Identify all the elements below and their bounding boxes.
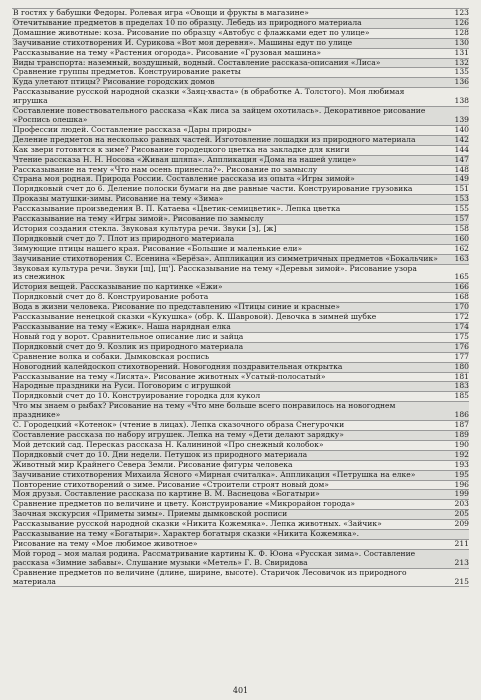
toc-entry (12, 510, 469, 520)
toc-entry (12, 293, 469, 303)
toc-entry (12, 461, 469, 471)
toc-entry-title: Мой детский сад. Пересказ рассказа Н. Калининой «Про снежный колобок» (13, 440, 324, 449)
toc-entry-title: Рассказывание на тему «Богатыри». Характер богатыря сказки «Никита Кожемяка». (13, 530, 359, 539)
toc-entry-page: 162 (454, 243, 469, 253)
toc-entry-page: 174 (454, 322, 469, 331)
toc-entry-title: В гостях у бабушки Федоры. Ролевая игра «Овощи и фрукты в магазине» (13, 9, 309, 17)
toc-entry-page: 158 (454, 223, 469, 233)
toc-entry (12, 530, 469, 540)
toc-entry (12, 107, 469, 126)
toc-entry (12, 283, 469, 293)
toc-entry-page: 153 (454, 194, 469, 204)
toc-entry (12, 431, 469, 441)
toc-entry-page: 199 (454, 489, 469, 499)
toc-entry (12, 205, 469, 215)
toc-entry-page: 183 (454, 381, 469, 391)
toc-entry-title: Рассказывание русской народной сказки «Заяц-хваста» (в обработке А. Толстого). Моя любимая игрушка (13, 88, 405, 106)
toc-entry-page: 213 (454, 557, 469, 567)
toc-entry-title: Сравнение предметов по величине и цвету. Конструирование «Микрорайон города» (13, 500, 356, 509)
toc-entry-page: 126 (454, 17, 469, 27)
toc-entry-page: 193 (454, 459, 469, 469)
toc-entry-page: 180 (454, 361, 469, 371)
toc-entry-title: Домашние животные: коза. Рисование по образцу «Автобус с флажками едет по улице» (13, 28, 370, 37)
toc-entry (12, 333, 469, 343)
toc-entry-title: Зимующие птицы нашего края. Рисование «Большие и маленькие ели» (13, 244, 303, 253)
toc-entry (12, 136, 469, 146)
toc-entry (12, 353, 469, 363)
toc-entry-page: 149 (454, 174, 469, 184)
toc-entry-title: Порядковый счет до 7. Плот из природного материала (13, 234, 235, 243)
toc-entry (12, 500, 469, 510)
toc-entry-title: Страна моя родная. Природа России. Составление рассказа из опыта «Игры зимой» (13, 175, 355, 184)
toc-entry (12, 245, 469, 255)
toc-entry (12, 451, 469, 461)
toc-entry-title: Рассказывание на тему «Растения огорода». Рисование «Грузовая машина» (13, 48, 322, 57)
toc-entry-title: История вещей. Рассказывание по картинке «Ёжи» (13, 283, 223, 292)
toc-entry-page: 147 (454, 154, 469, 164)
toc-entry-page: 131 (454, 47, 469, 57)
toc-entry (12, 215, 469, 225)
toc-entry-page: 157 (454, 214, 469, 224)
toc-entry-page: 195 (454, 469, 469, 479)
toc-entry-page: 160 (454, 233, 469, 243)
toc-entry (12, 195, 469, 205)
toc-entry (12, 343, 469, 353)
toc-entry (12, 520, 469, 530)
toc-entry-page: 128 (454, 27, 469, 37)
toc-entry-title: Моя друзья. Составление рассказа по картине В. М. Васнецова «Богатыри» (13, 490, 320, 499)
toc-entry-title: Сравнение предметов по величине (длине, ширине, высоте). Старичок Лесовичок из природного материала (13, 568, 407, 586)
toc-entry (12, 59, 469, 69)
toc-entry-title: Сравнение группы предметов. Конструирование ракеты (13, 68, 241, 77)
toc-entry-title: История создания стекла. Звуковая культура речи. Звуки [з], [ж] (13, 224, 277, 233)
toc-entry (12, 175, 469, 185)
toc-entry (12, 156, 469, 166)
toc-entry (12, 363, 469, 373)
toc-entry (12, 382, 469, 392)
toc-entry-title: Составление повествовательного рассказа «Как лиса за зайцем охотилась». Декоративное рисование «Роспись олешка» (13, 107, 426, 124)
toc-entry-page: 172 (454, 312, 469, 322)
toc-entry-title: Вода в жизни человека. Рисование по представлению «Птицы синие и красные» (13, 303, 340, 312)
toc-entry-page: 176 (454, 341, 469, 351)
toc-entry-title: Порядковый счет до 10. Дни недели. Петушок из природного материала (13, 450, 308, 459)
toc-entry-title: Порядковый счет до 8. Конструирование робота (13, 293, 209, 302)
toc-entry-title: Повторение стихотворений о зиме. Рисование «Строители строят новый дом» (13, 480, 329, 489)
toc-entry-title: Рассказывание на тему «Лисята». Рисование животных «Усатый-полосатый» (13, 372, 326, 381)
toc-entry-title: Рисование на тему «Мое любимое животное» (13, 539, 198, 548)
toc-entry-page: 186 (454, 410, 469, 420)
toc-entry-title: Новогодний калейдоскоп стихотворений. Новогодняя поздравительная открытка (13, 362, 343, 371)
toc-entry (12, 550, 469, 569)
toc-entry-title: Рассказывание ненецкой сказки «Кукушка» (обр. К. Шавровой). Девочка в зимней шубке (13, 313, 377, 322)
toc-entry-title: Порядковый счет до 10. Конструирование городка для кукол (13, 392, 261, 401)
toc-entry-title: Порядковый счет до 6. Деление полоски бумаги на две равные части. Конструирование грузовика (13, 185, 413, 194)
toc-entry (12, 471, 469, 481)
toc-entry-page: 151 (454, 184, 469, 194)
toc-entry (12, 126, 469, 136)
toc-entry (12, 225, 469, 235)
toc-entry-page: 142 (454, 134, 469, 144)
toc-entry-page: 192 (454, 449, 469, 459)
toc-entry-title: Профессии людей. Составление рассказа «Дары природы» (13, 125, 252, 134)
toc-entry-title: Куда улетают птицы? Рисование городских домов (13, 78, 215, 87)
toc-entry-title: Рассказывание на тему «Ежик». Наша нарядная елка (13, 323, 231, 331)
toc-entry-title: Что мы знаем о рыбах? Рисование на тему «Что мне больше всего понравилось на новогоднем празднике» (13, 402, 396, 420)
toc-entry-page: 166 (454, 282, 469, 292)
toc-entry-page: 123 (454, 8, 469, 17)
toc-entry (12, 146, 469, 156)
toc-entry-title: Виды транспорта: наземный, воздушный, водный. Составление рассказа-описания «Лиса» (13, 58, 381, 67)
page-number: 401 (232, 686, 249, 695)
toc-entry-title: Порядковый счет до 9. Козлик из природного материала (13, 342, 244, 351)
toc-entry-page: 135 (454, 67, 469, 77)
toc-entry-page: 138 (454, 96, 469, 106)
toc-entry (12, 29, 469, 39)
toc-entry-title: Составление рассказа по набору игрушек. Лепка на тему «Дети делают зарядку» (13, 430, 344, 439)
toc-entry-title: Народные праздники на Руси. Поговорим с игрушкой (13, 382, 231, 391)
toc-entry-title: Рассказывание русской народной сказки «Никита Кожемяка». Лепка животных. «Зайчик» (13, 520, 382, 529)
toc-entry-page: 187 (454, 420, 469, 430)
toc-entry-page: 165 (454, 272, 469, 282)
toc-entry-page: 130 (454, 37, 469, 47)
toc-entry-title: Мой город – моя малая родина. Рассматривание картины К. Ф. Юона «Русская зима». Составление рассказа «Зимние забавы». Слушание музыки «Метель» Г. В. Свиридова (13, 549, 416, 567)
toc-entry-page: 136 (454, 77, 469, 87)
toc-entry (12, 235, 469, 245)
toc-entry-title: Заочная экскурсия «Приметы зимы». Приемы дымковской росписи (13, 510, 288, 519)
toc-entry-page: 163 (454, 253, 469, 263)
toc-entry-title: Рассказывание на тему «Игры зимой». Рисование по замыслу (13, 215, 264, 224)
toc-entry-title: Заучивание стихотворения Михаила Ясного «Мирная считалка». Аппликация «Петрушка на елке» (13, 470, 416, 479)
toc-entry (12, 255, 469, 265)
toc-entry-page: 140 (454, 124, 469, 134)
toc-entry (12, 9, 469, 19)
table-of-contents (12, 8, 469, 587)
toc-entry-page: 189 (454, 429, 469, 439)
toc-entry (12, 166, 469, 176)
toc-entry (12, 68, 469, 78)
toc-entry-title: Как звери готовятся к зиме? Рисование городецкого цветка на закладке для книги (13, 145, 350, 154)
toc-entry-title: Рассказывание на тему «Что нам осень принесла?». Рисование по замыслу (13, 165, 318, 174)
toc-entry (12, 88, 469, 107)
toc-entry-page: 148 (454, 164, 469, 174)
toc-entry (12, 421, 469, 431)
toc-entry (12, 303, 469, 313)
toc-entry (12, 490, 469, 500)
toc-entry-title: Рассказывание произведения В. П. Катаева «Цветик-семицветик». Лепка цветка (13, 205, 341, 214)
toc-entry-page: 139 (454, 114, 469, 124)
toc-entry-page: 205 (454, 509, 469, 519)
toc-entry (12, 49, 469, 59)
toc-entry-page: 215 (454, 576, 469, 586)
toc-entry-title: Новый год у ворот. Сравнительное описание лис и зайца (13, 332, 244, 341)
toc-entry-title: Животный мир Крайнего Севера Земли. Рисование фигуры человека (13, 460, 293, 469)
toc-entry-title: Заучивание стихотворения И. Сурикова «Вот моя деревня». Машины едут по улице (13, 38, 353, 47)
toc-entry-page: 181 (454, 371, 469, 381)
toc-entry-page: 168 (454, 292, 469, 302)
toc-entry-page: 190 (454, 439, 469, 449)
toc-entry (12, 265, 469, 284)
toc-entry-page: 177 (454, 351, 469, 361)
toc-entry-page: 185 (454, 391, 469, 401)
toc-entry (12, 313, 469, 323)
toc-entry-page: 132 (454, 57, 469, 67)
toc-entry-page: 196 (454, 479, 469, 489)
toc-entry-title: Заучивание стихотворения С. Есенина «Берёза». Аппликация из симметричных предметов «Бокальчик» (13, 254, 438, 263)
toc-entry-title: Отечитывание предметов в пределах 10 по образцу. Лебедь из природного материала (13, 18, 362, 27)
toc-entry (12, 39, 469, 49)
toc-entry-page: 175 (454, 331, 469, 341)
toc-entry-title: Звуковая культура речи. Звуки [щ], [щ']. Рассказывание на тему «Деревья зимой». Рисование узора из снежинок (13, 264, 417, 282)
toc-entry-page: 211 (454, 538, 469, 548)
toc-entry-title: Чтение рассказа Н. Н. Носова «Живая шляпа». Аппликация «Дома на нашей улице» (13, 155, 357, 164)
toc-entry (12, 481, 469, 491)
toc-entry-title: С. Городецкий «Котенок» (чтение в лицах). Лепка сказочного образа Снегурочки (13, 421, 345, 430)
toc-entry (12, 19, 469, 29)
toc-entry (12, 402, 469, 421)
toc-entry-title: Проказы матушки-зимы. Рисование на тему «Зима» (13, 195, 224, 204)
toc-entry (12, 323, 469, 333)
toc-entry-title: Деление предметов на несколько равных частей. Изготовление лошадки из природного материала (13, 135, 416, 144)
toc-entry (12, 392, 469, 402)
toc-entry-page: 170 (454, 302, 469, 312)
toc-entry (12, 441, 469, 451)
toc-entry-page: 144 (454, 144, 469, 154)
toc-entry-page: 209 (454, 519, 469, 529)
toc-entry (12, 373, 469, 383)
toc-entry-page: 203 (454, 499, 469, 509)
toc-entry (12, 185, 469, 195)
toc-entry (12, 540, 469, 550)
toc-entry-page: 155 (454, 204, 469, 214)
toc-entry (12, 569, 469, 588)
toc-entry-title: Сравнение волка и собаки. Дымковская роспись (13, 352, 210, 361)
toc-entry (12, 78, 469, 88)
